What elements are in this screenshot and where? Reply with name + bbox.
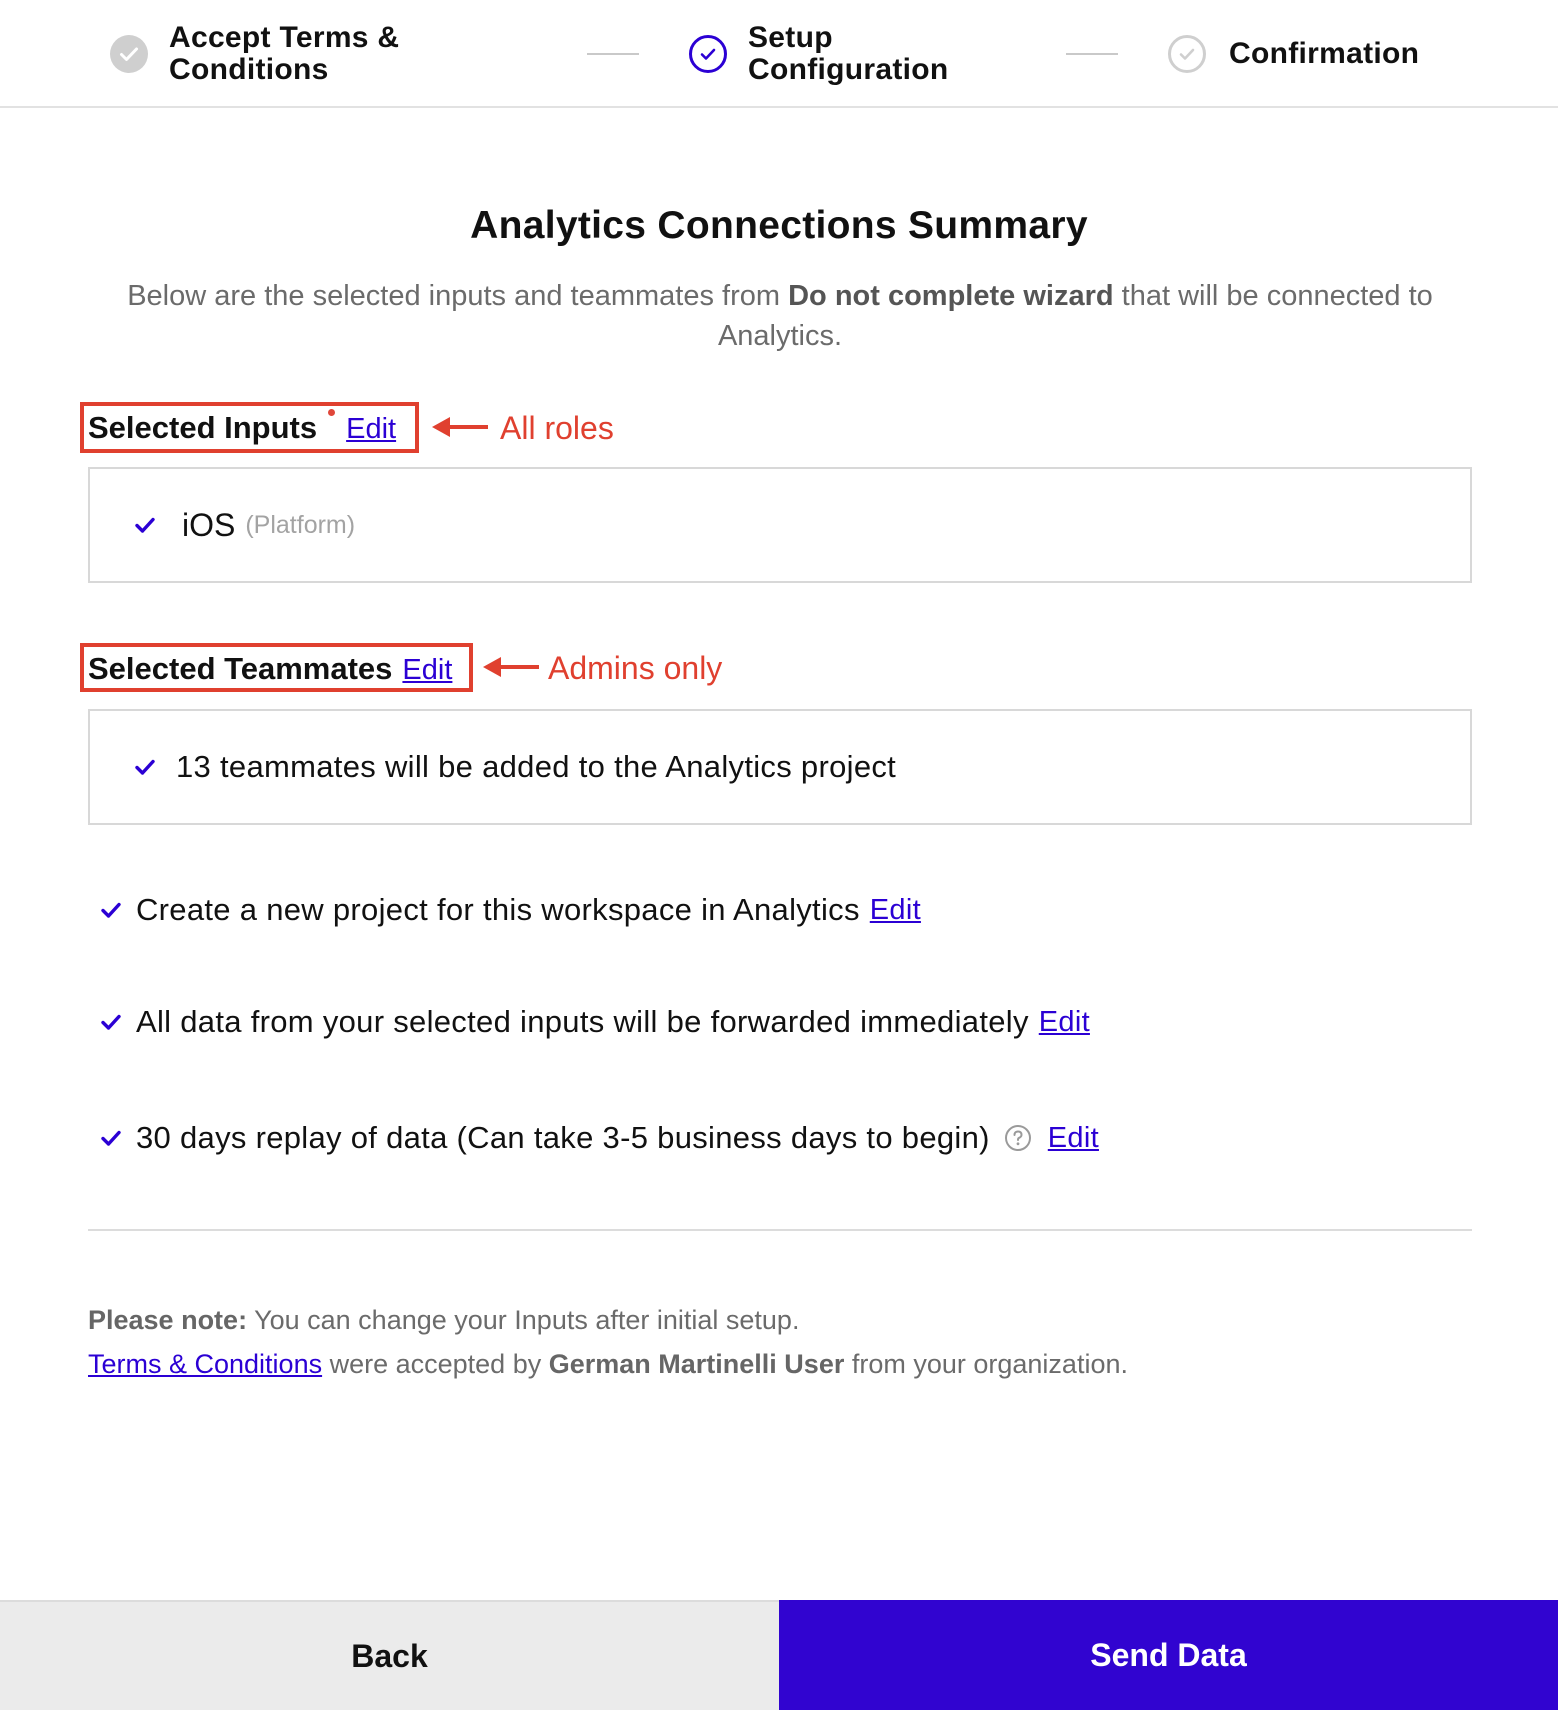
step-label: Confirmation <box>1229 37 1420 70</box>
section-title: Selected Inputs <box>88 410 318 445</box>
check-circle-outline-icon <box>1167 34 1207 74</box>
page-title: Analytics Connections Summary <box>470 204 1088 247</box>
edit-project-link[interactable]: Edit <box>869 893 921 926</box>
annotation-arrow-icon <box>430 412 490 442</box>
selected-inputs-heading <box>88 410 396 446</box>
annotation-arrow-icon <box>481 652 541 682</box>
selected-teammates-heading <box>88 651 452 687</box>
setting-replay-data <box>100 1120 1099 1156</box>
edit-forwarding-link[interactable]: Edit <box>1038 1005 1090 1038</box>
note-line <box>88 1298 1128 1342</box>
selected-teammates-list <box>88 709 1472 825</box>
subtitle-text: that will be connected to Analytics. <box>717 280 1433 352</box>
step-label-line: Accept Terms & <box>169 21 400 54</box>
setting-text: Create a new project for this workspace in Analytics <box>136 892 860 927</box>
note-text: You can change your Inputs after initial setup. <box>247 1305 800 1335</box>
wizard-footer <box>0 1600 1558 1710</box>
checkmark-icon <box>100 899 122 921</box>
step-setup-configuration <box>688 22 949 86</box>
note-text: were accepted by <box>322 1349 549 1379</box>
checkmark-icon <box>134 514 156 536</box>
workspace-name: Do not complete wizard <box>788 280 1114 312</box>
back-button[interactable]: Back <box>0 1600 779 1710</box>
checkmark-icon <box>100 1127 122 1149</box>
required-dot-icon <box>328 409 335 416</box>
check-circle-filled-icon <box>109 34 149 74</box>
input-type: (Platform) <box>245 510 356 539</box>
step-label-line: Configuration <box>748 53 949 86</box>
input-name: iOS <box>182 506 236 543</box>
step-label <box>748 22 949 86</box>
wizard-stepper <box>0 0 1558 108</box>
send-data-button[interactable]: Send Data <box>779 1600 1558 1710</box>
subtitle-text: Below are the selected inputs and teammates from <box>127 280 789 312</box>
setting-create-project <box>100 892 921 928</box>
annotation-label: Admins only <box>548 650 723 686</box>
setting-forward-data <box>100 1004 1090 1040</box>
teammates-summary: 13 teammates will be added to the Analytics project <box>176 749 897 784</box>
note-line <box>88 1342 1128 1386</box>
accepted-user-name: German Martinelli User <box>548 1349 845 1379</box>
step-confirmation <box>1167 22 1419 86</box>
section-divider <box>88 1229 1472 1231</box>
page-subtitle <box>100 276 1460 356</box>
checkmark-icon <box>134 756 156 778</box>
step-label-line: Setup <box>748 21 833 54</box>
step-label-line: Conditions <box>169 53 329 86</box>
step-separator <box>1066 53 1118 55</box>
note-label: Please note: <box>88 1305 248 1335</box>
selected-inputs-list <box>88 467 1472 583</box>
check-circle-active-icon <box>688 34 728 74</box>
section-title: Selected Teammates <box>88 651 393 686</box>
terms-conditions-link[interactable]: Terms & Conditions <box>88 1349 323 1379</box>
edit-teammates-link[interactable]: Edit <box>402 654 453 686</box>
checkmark-icon <box>100 1011 122 1033</box>
step-accept-terms <box>109 22 399 86</box>
note-text: from your organization. <box>844 1349 1128 1379</box>
edit-inputs-link[interactable]: Edit <box>346 413 397 445</box>
setting-text: All data from your selected inputs will be forwarded immediately <box>136 1004 1029 1039</box>
setting-text: 30 days replay of data (Can take 3-5 business days to begin) <box>136 1120 990 1155</box>
edit-replay-link[interactable]: Edit <box>1047 1121 1099 1154</box>
help-circle-icon[interactable] <box>1004 1124 1032 1152</box>
annotation-label: All roles <box>500 410 614 446</box>
step-separator <box>587 53 639 55</box>
step-label <box>169 22 399 86</box>
setup-note <box>88 1298 1128 1386</box>
